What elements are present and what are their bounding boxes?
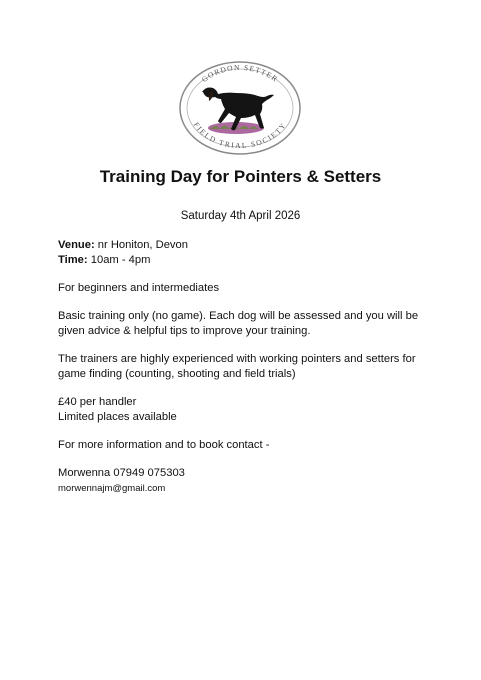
venue-label: Venue: <box>58 239 95 251</box>
gordon-setter-logo <box>176 58 304 158</box>
logo-text-bottom: FIELD TRIAL SOCIETY <box>191 120 289 151</box>
event-date: Saturday 4th April 2026 <box>180 210 301 222</box>
contact-email[interactable]: morwennajm@gmail.com <box>58 483 166 494</box>
flyer-body <box>58 238 428 496</box>
trainers-text: The trainers are highly experienced with working pointers and setters for game finding (counting, shooting and field trials) <box>58 353 416 380</box>
time-label: Time: <box>58 254 88 266</box>
time-value: 10am - 4pm <box>87 254 151 266</box>
contact-name: Morwenna 07949 075303 <box>58 467 185 479</box>
price-text: £40 per handler <box>58 396 137 408</box>
venue-line <box>58 238 428 253</box>
training-text: Basic training only (no game). Each dog will be assessed and you will be given advice & helpful tips to improve your training. <box>58 310 419 337</box>
places-text: Limited places available <box>58 411 177 423</box>
page-title: Training Day for Pointers & Setters <box>99 167 382 186</box>
audience-text: For beginners and intermediates <box>58 282 220 294</box>
venue-value: nr Honiton, Devon <box>94 239 188 251</box>
setter-dog-icon <box>202 88 274 131</box>
logo-text-top: GORDON SETTER <box>199 62 281 85</box>
contact-intro: For more information and to book contact - <box>58 439 270 451</box>
time-line <box>58 253 428 268</box>
